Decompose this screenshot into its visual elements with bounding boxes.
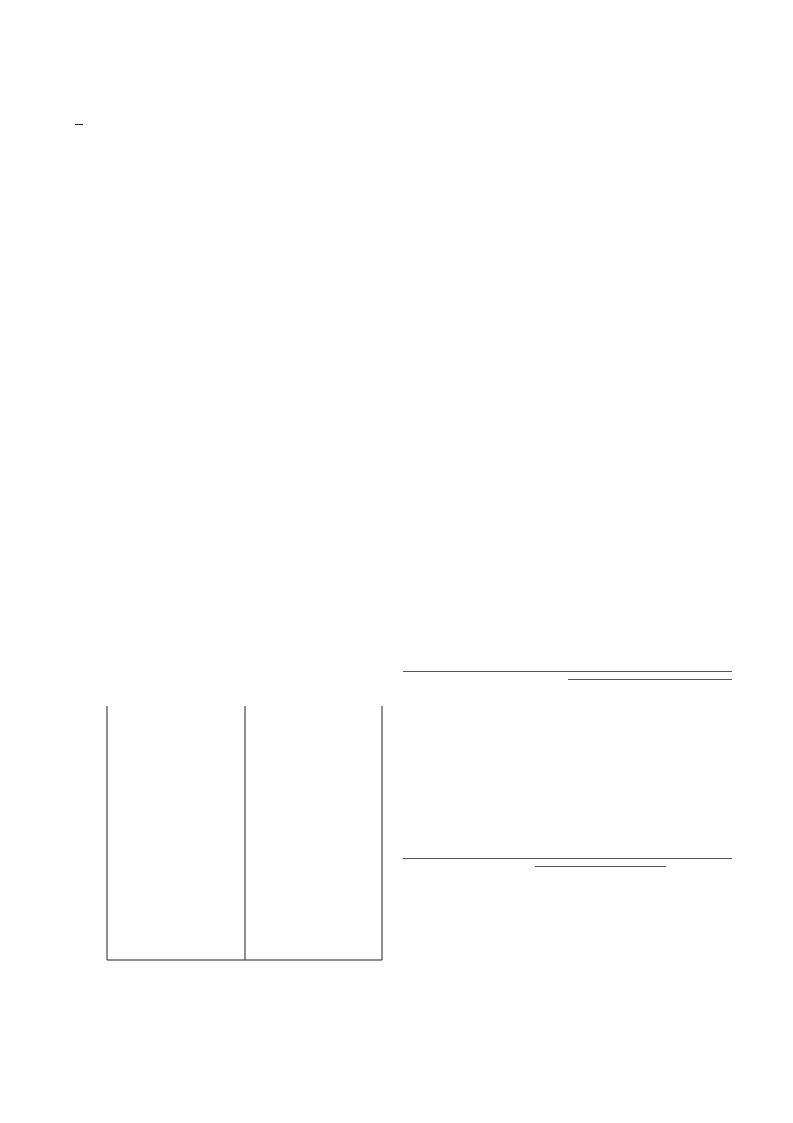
t2-col-extract [600,867,666,870]
t2-col-direct [535,867,601,870]
t1-col-ratio [650,680,732,683]
t2-col-fi [535,859,667,867]
t1-col-compound [403,672,485,683]
t1-col-fluorescence [568,672,733,680]
figure-2-plot [62,698,392,993]
table-1-grid [403,671,732,682]
t1-col-concentration [485,672,567,683]
hplc-paragraph [62,95,389,107]
equation-fraction [75,124,83,125]
left-column [62,95,389,133]
figure-2 [62,698,392,998]
table-2-grid [403,858,732,869]
t1-col-intensity [568,680,650,683]
calc-paragraph [62,107,389,119]
t2-col-conc [469,859,535,870]
equation-numerator [75,124,83,125]
table-1 [403,665,732,682]
equation-1 [72,124,389,125]
t2-col-compound [403,859,469,870]
t2-col-pct [666,859,732,870]
table-2 [403,850,732,877]
figure-caption-block [62,1000,389,1003]
